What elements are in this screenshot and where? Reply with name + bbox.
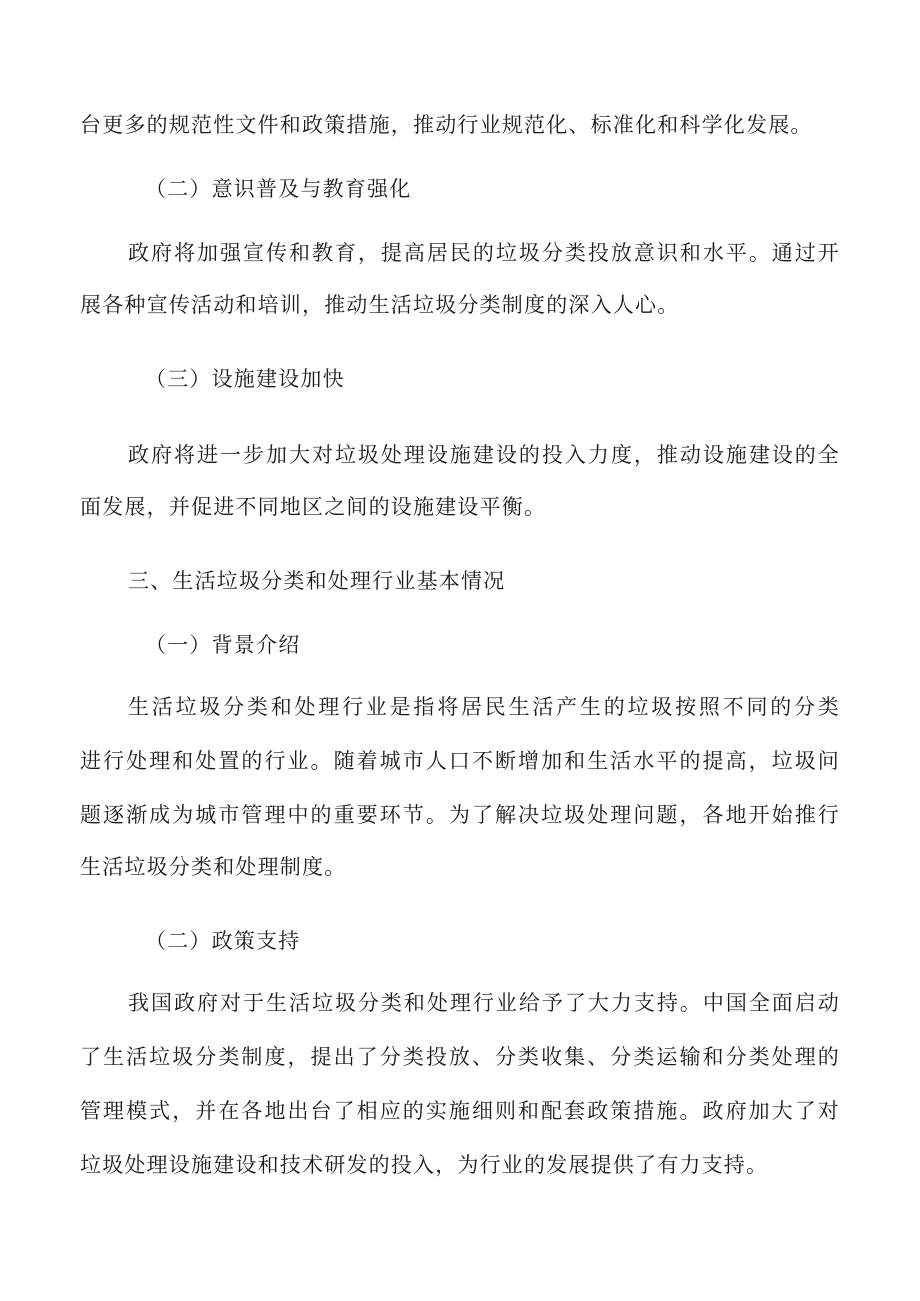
paragraph-facility-line-1: 政府将进一步加大对垃圾处理设施建设的投入力度，推动设施建设的全	[128, 443, 840, 467]
paragraph-policy-line-4: 垃圾处理设施建设和技术研发的投入，为行业的发展提供了有力支持。	[80, 1153, 769, 1177]
paragraph-policy-line-3: 管理模式，并在各地出台了相应的实施细则和配套政策措施。政府加大了对	[80, 1099, 840, 1123]
paragraph-background-line-4: 生活垃圾分类和处理制度。	[80, 855, 347, 879]
paragraph-facility-line-2: 面发展，并促进不同地区之间的设施建设平衡。	[80, 495, 547, 519]
section-heading-industry-overview: 三、生活垃圾分类和处理行业基本情况	[128, 569, 506, 593]
paragraph-policy-line-1: 我国政府对于生活垃圾分类和处理行业给予了大力支持。中国全面启动	[128, 991, 840, 1015]
section-heading-background: （一）背景介绍	[145, 633, 301, 657]
paragraph-awareness-line-1: 政府将加强宣传和教育，提高居民的垃圾分类投放意识和水平。通过开	[128, 241, 840, 265]
paragraph-policy-line-2: 了生活垃圾分类制度，提出了分类投放、分类收集、分类运输和分类处理的	[80, 1045, 840, 1069]
section-heading-facility-construction: （三）设施建设加快	[145, 367, 345, 391]
section-heading-policy-support: （二）政策支持	[145, 929, 301, 953]
paragraph-carry-over-line: 台更多的规范性文件和政策措施，推动行业规范化、标准化和科学化发展。	[80, 113, 813, 137]
paragraph-background-line-2: 进行处理和处置的行业。随着城市人口不断增加和生活水平的提高，垃圾问	[80, 749, 840, 773]
paragraph-background-line-3: 题逐渐成为城市管理中的重要环节。为了解决垃圾处理问题，各地开始推行	[80, 803, 840, 827]
section-heading-awareness-education: （二）意识普及与教育强化	[145, 177, 412, 201]
paragraph-awareness-line-2: 展各种宣传活动和培训，推动生活垃圾分类制度的深入人心。	[80, 293, 680, 317]
paragraph-background-line-1: 生活垃圾分类和处理行业是指将居民生活产生的垃圾按照不同的分类	[128, 695, 840, 719]
